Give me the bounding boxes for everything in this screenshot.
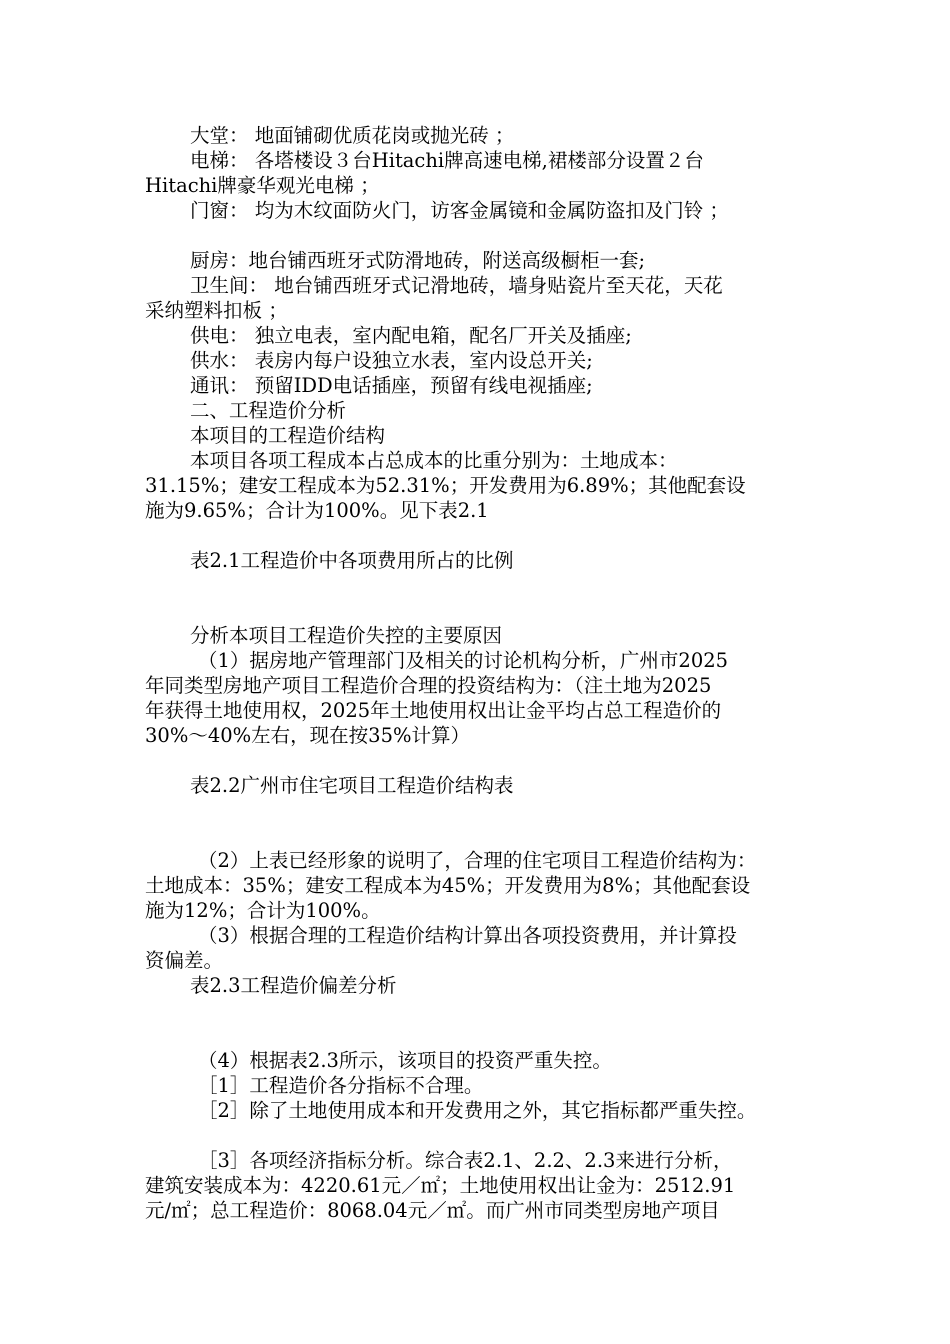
text-line-cause-1: （1）据房地产管理部门及相关的讨论机构分析，广州市2025	[198, 649, 729, 672]
text-line-ratio: 本项目各项工程成本占总成本的比重分别为：土地成本：	[190, 449, 678, 472]
text-line-doors: 门窗： 均为木纹面防火门，访客金属镜和金属防盗扣及门铃 ；	[190, 199, 729, 222]
list-item-3: ［3］各项经济指标分析。综合表2.1、2.2、2.3来进行分析，	[198, 1149, 733, 1172]
text-line-telecom: 通讯： 预留IDD电话插座，预留有线电视插座;	[190, 374, 593, 397]
text-line-ratio-end: 施为9.65%；合计为100%。见下表2.1	[145, 499, 489, 522]
text-line-kitchen: 厨房：地台铺西班牙式防滑地砖，附送高级橱柜一套;	[190, 249, 646, 272]
text-line-point-3: （3）根据合理的工程造价结构计算出各项投资费用，并计算投	[198, 924, 737, 947]
table-caption-2-3: 表2.3工程造价偏差分析	[190, 974, 397, 997]
text-line-point-2: （2）上表已经形象的说明了，合理的住宅项目工程造价结构为：	[198, 849, 757, 872]
list-item-2: ［2］除了土地使用成本和开发费用之外，其它指标都严重失控。	[198, 1099, 757, 1122]
text-line-point-4: （4）根据表2.3所示，该项目的投资严重失控。	[198, 1049, 612, 1072]
text-line-bathroom-cont: 采纳塑料扣板 ；	[145, 299, 288, 322]
text-line-point-3-end: 资偏差。	[145, 949, 224, 972]
text-line-cost-2: 元/㎡；总工程造价：8068.04元／㎡。而广州市同类型房地产项目	[145, 1199, 720, 1222]
text-line-cost-1: 建筑安装成本为：4220.61元／㎡；土地使用权出让金为：2512.91	[145, 1174, 736, 1197]
text-line-cause-1-end: 30%～40%左右，现在按35%计算）	[145, 724, 471, 747]
text-line-lobby: 大堂： 地面铺砌优质花岗或抛光砖 ；	[190, 124, 515, 147]
table-caption-2-2: 表2.2广州市住宅项目工程造价结构表	[190, 774, 514, 797]
text-line-cause-1-cont: 年同类型房地产项目工程造价合理的投资结构为：（注土地为2025	[145, 674, 712, 697]
subsection-heading-causes: 分析本项目工程造价失控的主要原因	[190, 624, 503, 647]
list-item-1: ［1］工程造价各分指标不合理。	[198, 1074, 484, 1097]
section-heading: 二、工程造价分析	[190, 399, 347, 422]
text-line-cause-1-cont2: 年获得土地使用权，2025年土地使用权出让金平均占总工程造价的	[145, 699, 722, 722]
text-line-bathroom: 卫生间： 地台铺西班牙式记滑地砖，墙身贴瓷片至天花，天花	[190, 274, 723, 297]
text-line-water: 供水： 表房内每户设独立水表，室内设总开关;	[190, 349, 593, 372]
table-caption-2-1: 表2.1工程造价中各项费用所占的比例	[190, 549, 514, 572]
text-line-power: 供电： 独立电表，室内配电箱，配名厂开关及插座;	[190, 324, 632, 347]
text-line-point-2-end: 施为12%；合计为100%。	[145, 899, 381, 922]
text-line-ratio-cont: 31.15%；建安工程成本为52.31%；开发费用为6.89%；其他配套设	[145, 474, 746, 497]
text-line-point-2-cont: 土地成本：35%；建安工程成本为45%；开发费用为8%；其他配套设	[145, 874, 751, 897]
subsection-heading: 本项目的工程造价结构	[190, 424, 386, 447]
text-line-elevator: 电梯： 各塔楼设３台Hitachi牌高速电梯,裙楼部分设置２台	[190, 149, 704, 172]
text-line-elevator-cont: Hitachi牌豪华观光电梯 ；	[145, 174, 380, 197]
